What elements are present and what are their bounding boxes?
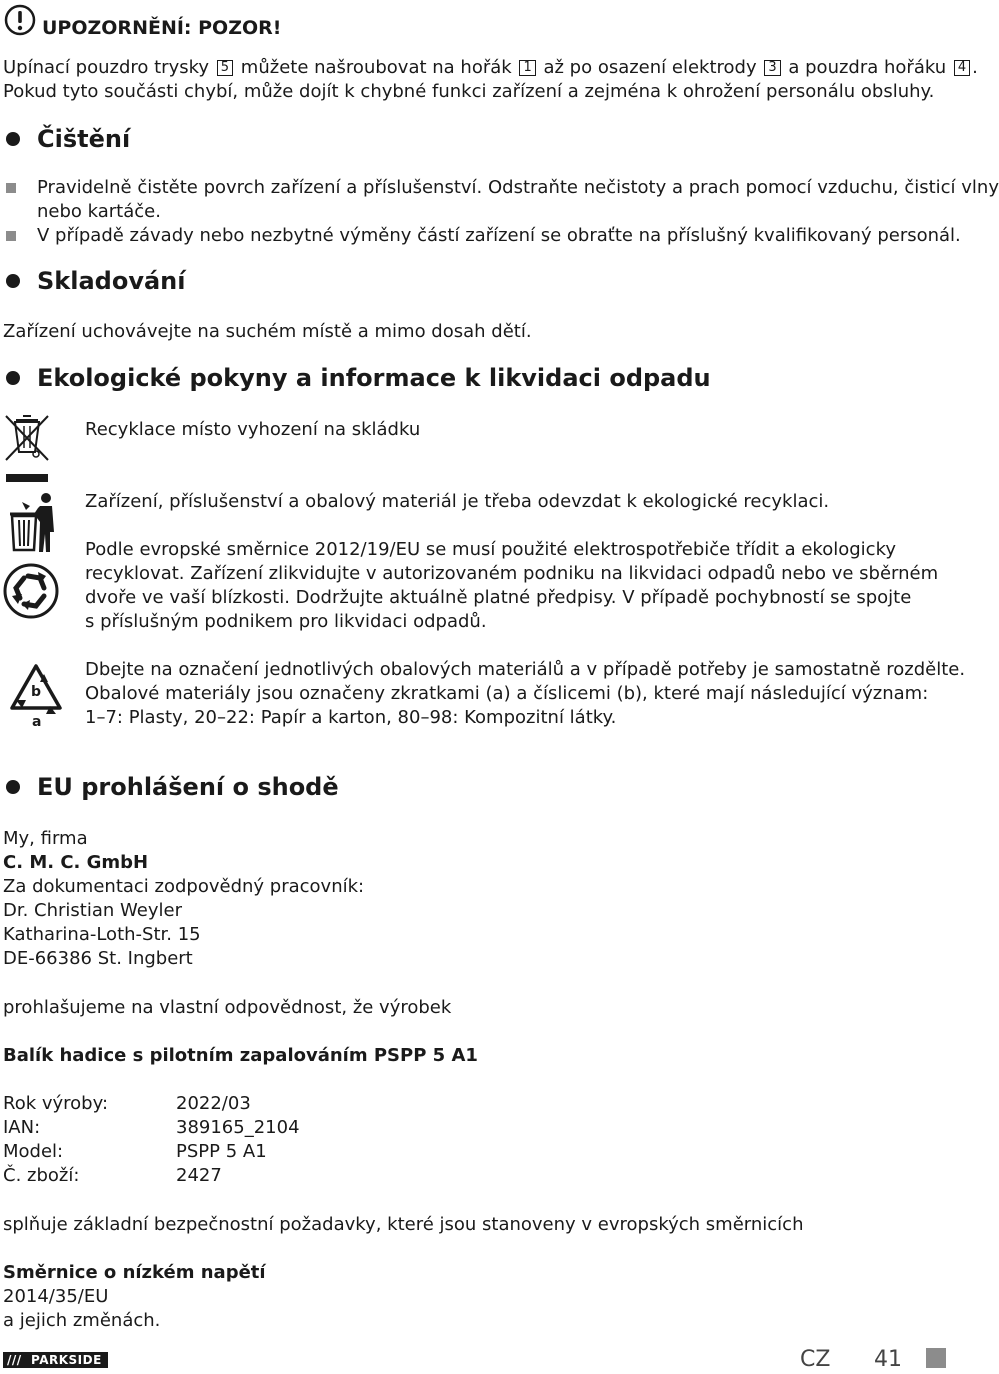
eco-paragraph-2-line-2: recyklovat. Zařízení zlikvidujte v autorizovaném podniku na likvidaci odpadů nebo ve sběrném	[85, 563, 939, 584]
spec-value: 389165_2104	[176, 1117, 300, 1138]
person-trash-icon	[8, 492, 58, 554]
spec-value: 2022/03	[176, 1093, 251, 1114]
warning-text-a: Upínací pouzdro trysky	[3, 57, 210, 78]
ref-box-3: 3	[764, 60, 780, 76]
warning-text-e: .	[972, 57, 978, 78]
spec-key: Model:	[3, 1141, 64, 1162]
bullet-dot-icon	[6, 274, 20, 288]
eu-line-6: DE-66386 St. Ingbert	[3, 948, 193, 969]
eu-line-4: Dr. Christian Weyler	[3, 900, 182, 921]
warning-icon	[4, 4, 36, 36]
square-bullet-icon	[6, 183, 16, 193]
logo-slashes: ///	[7, 1353, 22, 1367]
eu-line-1: My, firma	[3, 828, 88, 849]
warning-title: UPOZORNĚNÍ: POZOR!	[42, 17, 282, 39]
eu-complies: splňuje základní bezpečnostní požadavky, které jsou stanoveny v evropských směrnicích	[3, 1214, 804, 1235]
section-heading-eu: EU prohlášení o shodě	[37, 773, 339, 801]
bullet-dot-icon	[6, 371, 20, 385]
ref-box-1: 1	[519, 60, 535, 76]
ref-box-5: 5	[217, 60, 233, 76]
eco-paragraph-3-line-3: 1–7: Plasty, 20–22: Papír a karton, 80–98: Kompozitní látky.	[85, 707, 617, 728]
warning-text-d: a pouzdra hořáku	[788, 57, 947, 78]
bullet-dot-icon	[6, 780, 20, 794]
eco-paragraph-2-line-1: Podle evropské směrnice 2012/19/EU se musí použité elektrospotřebiče třídit a ekologicky	[85, 539, 897, 560]
storage-text: Zařízení uchovávejte na suchém místě a mimo dosah dětí.	[3, 321, 532, 342]
eco-paragraph-2-line-4: s příslušným podnikem pro likvidaci odpadů.	[85, 611, 487, 632]
recycling-triangle-icon	[6, 660, 66, 730]
spec-row	[0, 1164, 600, 1188]
logo-text: PARKSIDE	[31, 1353, 102, 1367]
spec-key: Č. zboží:	[3, 1165, 80, 1186]
eco-paragraph-1: Zařízení, příslušenství a obalový materiál je třeba odevzdat k ekologické recyklaci.	[85, 491, 830, 512]
cleaning-item-1-line-1: Pravidelně čistěte povrch zařízení a příslušenství. Odstraňte nečistoty a prach pomocí vzduchu, čisticí vlny	[37, 177, 999, 198]
eco-paragraph-2-line-3: dvoře ve vaší blízkosti. Dodržujte aktuálně platné předpisy. V případě pochybností se spojte	[85, 587, 912, 608]
spec-row	[0, 1092, 600, 1116]
eu-directive-title: Směrnice o nízkém napětí	[3, 1262, 266, 1283]
page-number: 41	[874, 1347, 902, 1372]
cleaning-item-2: V případě závady nebo nezbytné výměny částí zařízení se obraťte na příslušný kvalifikovaný personál.	[37, 225, 961, 246]
spec-value: PSPP 5 A1	[176, 1141, 267, 1162]
eu-line-5: Katharina-Loth-Str. 15	[3, 924, 201, 945]
spec-key: IAN:	[3, 1117, 41, 1138]
eu-line-3: Za dokumentaci zodpovědný pracovník:	[3, 876, 365, 897]
bullet-dot-icon	[6, 132, 20, 146]
eco-paragraph-3-line-1: Dbejte na označení jednotlivých obalových materiálů a v případě potřeby je samostatně rozdělte.	[85, 659, 966, 680]
ref-box-4: 4	[954, 60, 970, 76]
eu-declare: prohlašujeme na vlastní odpovědnost, že výrobek	[3, 997, 452, 1018]
recycling-triangle-number: b	[31, 684, 42, 700]
warning-text-c: až po osazení elektrody	[543, 57, 757, 78]
square-bullet-icon	[6, 231, 16, 241]
section-heading-cleaning: Čištění	[37, 125, 131, 153]
eco-paragraph-3-line-2: Obalové materiály jsou označeny zkratkami (a) a číslicemi (b), které mají následující význam:	[85, 683, 929, 704]
page-tab-marker	[926, 1348, 946, 1368]
warning-line-1	[3, 56, 978, 80]
warning-text-b: můžete našroubovat na hořák	[240, 57, 512, 78]
spec-key: Rok výroby:	[3, 1093, 109, 1114]
eu-company: C. M. C. GmbH	[3, 852, 149, 873]
recycle-caption: Recyklace místo vyhození na skládku	[85, 419, 421, 440]
crossed-bin-icon	[2, 414, 52, 486]
spec-value: 2427	[176, 1165, 222, 1186]
footer-language: CZ	[800, 1347, 831, 1372]
parkside-logo	[3, 1352, 108, 1368]
eu-directive-number: 2014/35/EU	[3, 1286, 109, 1307]
spec-row	[0, 1140, 600, 1164]
section-heading-eco: Ekologické pokyny a informace k likvidaci odpadu	[37, 364, 711, 392]
eu-product: Balík hadice s pilotním zapalováním PSPP 5 A1	[3, 1045, 478, 1066]
recycle-arrows-icon	[2, 562, 60, 620]
eu-directive-tail: a jejich změnách.	[3, 1310, 161, 1331]
spec-row	[0, 1116, 600, 1140]
recycling-triangle-abbr: a	[32, 714, 42, 730]
warning-line-2: Pokud tyto součásti chybí, může dojít k chybné funkci zařízení a zejména k ohrožení personálu obsluhy.	[3, 81, 935, 102]
cleaning-item-1-line-2: nebo kartáče.	[37, 201, 161, 222]
section-heading-storage: Skladování	[37, 267, 186, 295]
